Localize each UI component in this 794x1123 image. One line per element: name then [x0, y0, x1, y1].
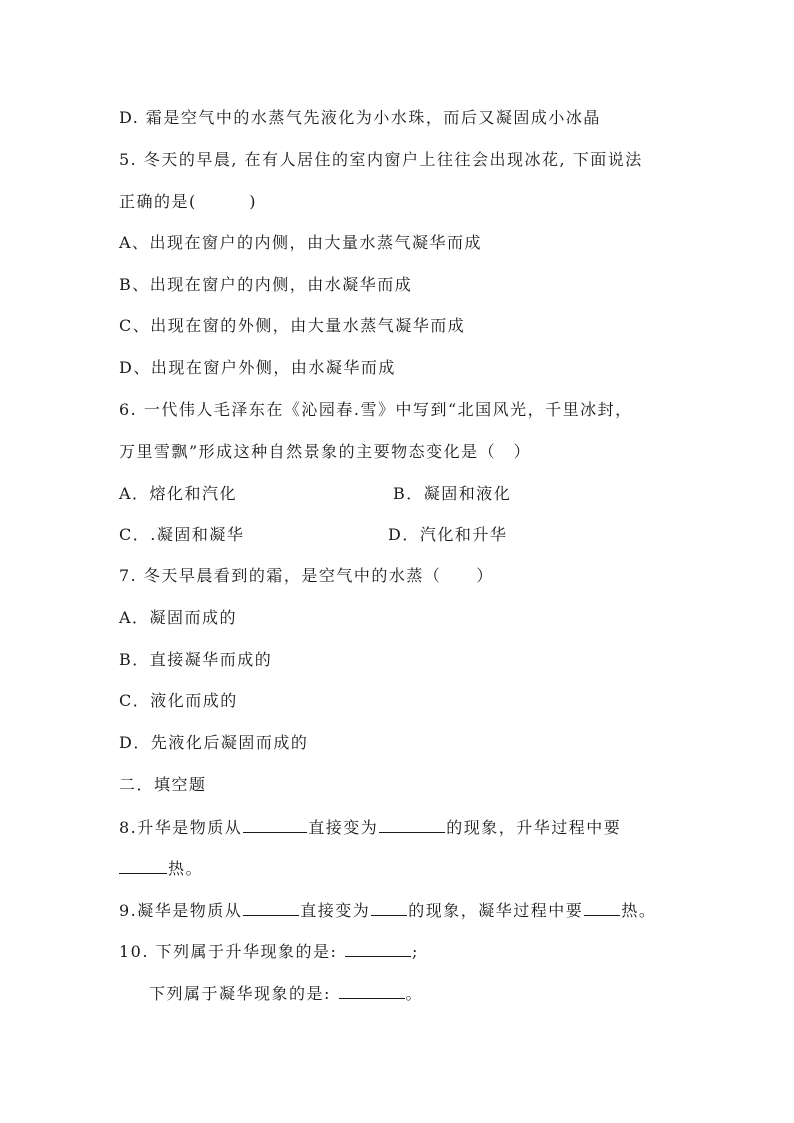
q9-text-1: 9.凝华是物质从: [119, 901, 243, 920]
q10-line1: [119, 941, 419, 962]
q7-option-a: A．凝固而成的: [119, 608, 238, 627]
q9-line: [119, 900, 656, 921]
q8-line2: [119, 858, 203, 879]
q7-option-b: B．直接凝华而成的: [119, 650, 273, 669]
q6-option-b: B．凝固和液化: [393, 484, 512, 503]
section-heading: 二．填空题: [119, 775, 207, 794]
q8-blank-1[interactable]: [243, 817, 307, 833]
q10-text-1-end: ;: [412, 942, 419, 961]
q8-blank-3[interactable]: [119, 858, 167, 874]
q10-blank-1[interactable]: [345, 941, 411, 957]
q8-text-1: 8.升华是物质从: [119, 818, 243, 837]
q5-option-d: D、出现在窗户外侧，由水凝华而成: [119, 358, 396, 377]
q8-text-2: 直接变为: [308, 818, 379, 837]
q6-stem-line1: 6. 一代伟人毛泽东在《沁园春.雪》中写到“北国风光，千里冰封，: [119, 400, 633, 419]
q10-text-1: 10. 下列属于升华现象的是:: [119, 942, 338, 961]
q8-line1: [119, 817, 621, 838]
q5-option-b: B、出现在窗户的内侧，由水凝华而成: [119, 275, 413, 294]
q9-text-2: 直接变为: [300, 901, 371, 920]
q10-text-2: 下列属于凝华现象的是:: [149, 984, 331, 1003]
q9-text-4: 热。: [621, 901, 657, 920]
q7-option-d: D．先液化后凝固而成的: [119, 733, 309, 752]
q5-stem-line1: 5. 冬天的早晨, 在有人居住的室内窗户上往往会出现冰花, 下面说法: [119, 150, 643, 169]
q7-stem: 7. 冬天早晨看到的霜，是空气中的水蒸（ ）: [119, 566, 494, 585]
q4-option-d: D. 霜是空气中的水蒸气先液化为小水珠，而后又凝固成小冰晶: [119, 108, 601, 127]
q10-blank-2[interactable]: [339, 983, 405, 999]
q10-line2: [149, 983, 423, 1004]
q6-option-a: A．熔化和汽化: [119, 484, 238, 503]
q9-blank-3[interactable]: [584, 900, 620, 916]
q6-option-c: C．.凝固和凝华: [119, 525, 245, 544]
q10-text-2-end: 。: [405, 984, 424, 1003]
q9-text-3: 的现象，凝华过程中要: [408, 901, 584, 920]
q7-option-c: C．液化而成的: [119, 691, 238, 710]
q5-stem-line2: 正确的是( ): [119, 192, 257, 211]
q8-text-4: 热。: [168, 859, 204, 878]
q6-option-d: D．汽化和升华: [388, 525, 508, 544]
q9-blank-1[interactable]: [243, 900, 299, 916]
q8-blank-2[interactable]: [379, 817, 445, 833]
q5-option-a: A、出现在窗户的内侧，由大量水蒸气凝华而成: [119, 233, 483, 252]
q5-option-c: C、出现在窗的外侧，由大量水蒸气凝华而成: [119, 316, 466, 335]
q6-stem-line2: 万里雪飘”形成这种自然景象的主要物态变化是（ ）: [119, 442, 532, 461]
q9-blank-2[interactable]: [371, 900, 407, 916]
q8-text-3: 的现象，升华过程中要: [446, 818, 622, 837]
